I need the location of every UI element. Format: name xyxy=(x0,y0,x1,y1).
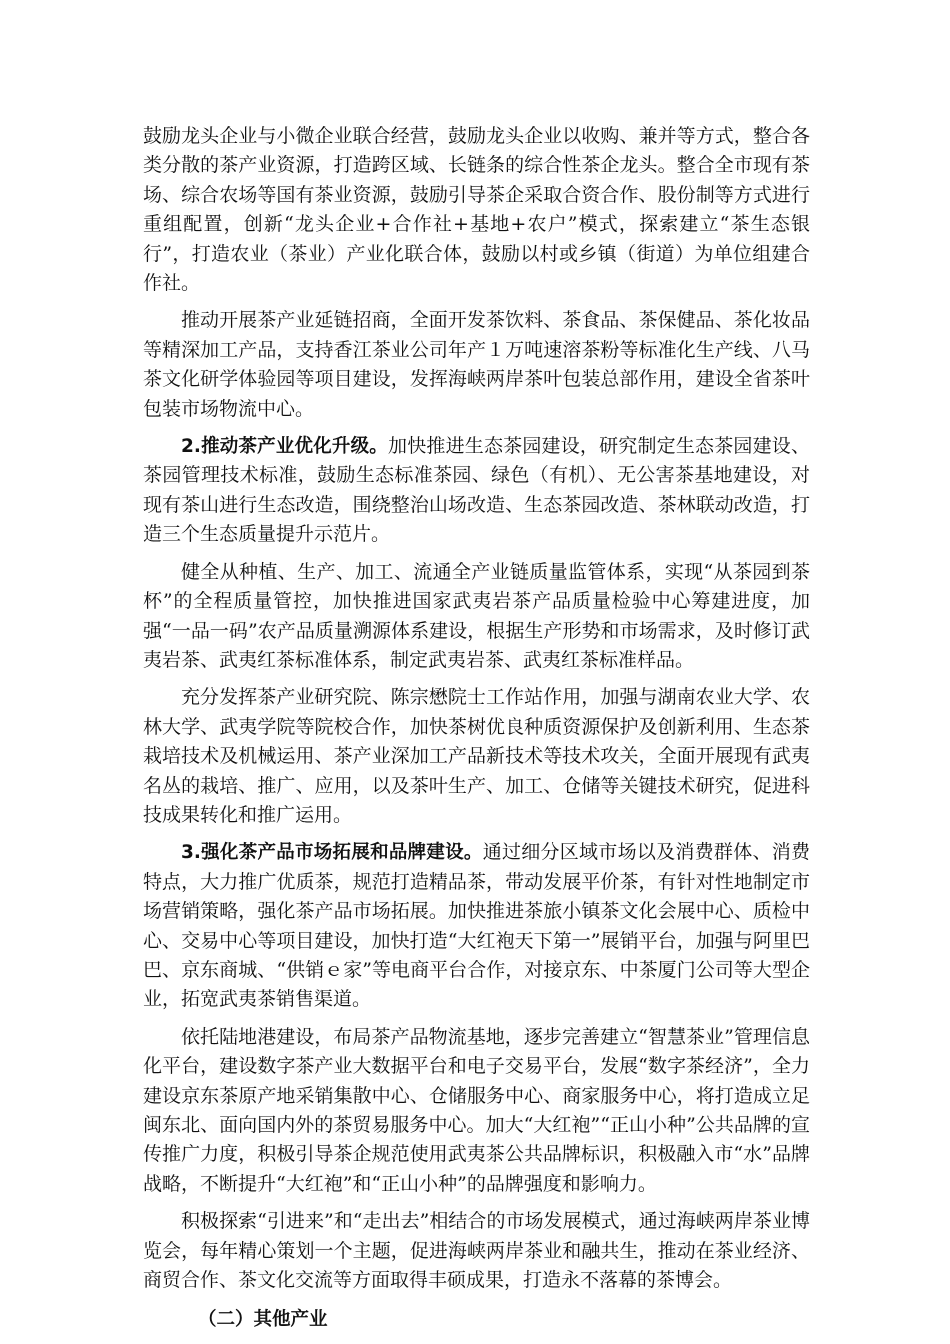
paragraph-8-text: 积极探索“引进来”和“走出去”相结合的市场发展模式，通过海峡两岸茶业博览会，每年精心策划一个主题，促进海峡两岸茶业和融共生，推动在茶业经济、商贸合作、茶文化交流等方面取得丰硕成果，打造永不落幕的茶博会。 xyxy=(143,1210,810,1292)
paragraph-7 xyxy=(143,1023,810,1199)
paragraph-4 xyxy=(143,558,810,676)
paragraph-7-text: 依托陆地港建设，布局茶产品物流基地，逐步完善建立“智慧茶业”管理信息化平台，建设数字茶产业大数据平台和电子交易平台，发展“数字茶经济”，全力建设京东茶原产地采销集散中心、仓储服务中心、商家服务中心，将打造成立足闽东北、面向国内外的茶贸易服务中心。加大“大红袍”“正山小种”公共品牌的宣传推广力度，积极引导茶企规范使用武夷茶公共品牌标识，积极融入市“水”品牌战略，不断提升“大红袍”和“正山小种”的品牌强度和影响力。 xyxy=(143,1025,810,1195)
section-heading: （二）其他产业 xyxy=(198,1309,328,1331)
paragraph-5-text: 充分发挥茶产业研究院、陈宗懋院士工作站作用，加强与湖南农业大学、农林大学、武夷学院等院校合作，加快茶树优良种质资源保护及创新利用、生态茶栽培技术及机械运用、茶产业深加工产品新技术等技术攻关，全面开展现有武夷名丛的栽培、推广、应用，以及茶叶生产、加工、仓储等关键技术研究，促进科技成果转化和推广运用。 xyxy=(143,686,810,826)
paragraph-8 xyxy=(143,1207,810,1295)
paragraph-3-heading: 2.推动茶产业优化升级。 xyxy=(181,436,388,458)
paragraph-3-text: 加快推进生态茶园建设，研究制定生态茶园建设、茶园管理技术标准，鼓励生态标准茶园、绿色（有机）、无公害茶基地建设，对现有茶山进行生态改造，围绕整治山场改造、生态茶园改造、茶林联动改造，打造三个生态质量提升示范片。 xyxy=(143,435,810,546)
paragraph-2-text: 推动开展茶产业延链招商，全面开发茶饮料、茶食品、茶保健品、茶化妆品等精深加工产品，支持香江茶业公司年产１万吨速溶茶粉等标准化生产线、八马茶文化研学体验园等项目建设，发挥海峡两岸茶叶包装总部作用，建设全省茶叶包装市场物流中心。 xyxy=(143,309,810,420)
paragraph-1 xyxy=(143,122,810,298)
paragraph-2 xyxy=(143,306,810,424)
paragraph-4-text: 健全从种植、生产、加工、流通全产业链质量监管体系，实现“从茶园到茶杯”的全程质量管控，加快推进国家武夷岩茶产品质量检验中心筹建进度，加强“一品一码”农产品质量溯源体系建设，根据生产形势和市场需求，及时修订武夷岩茶、武夷红茶标准体系，制定武夷岩茶、武夷红茶标准样品。 xyxy=(143,560,810,671)
paragraph-3 xyxy=(143,432,810,550)
paragraph-6-heading: 3.强化茶产品市场拓展和品牌建设。 xyxy=(181,842,483,864)
paragraph-5 xyxy=(143,683,810,830)
paragraph-6 xyxy=(143,838,810,1014)
document-page xyxy=(143,122,810,1335)
paragraph-6-text: 通过细分区域市场以及消费群体、消费特点，大力推广优质茶，规范打造精品茶，带动发展平价茶，有针对性地制定市场营销策略，强化茶产品市场拓展。加快推进茶旅小镇茶文化会展中心、质检中心、交易中心等项目建设，加快打造“大红袍天下第一”展销平台，加强与阿里巴巴、京东商城、“供销ｅ家”等电商平台合作，对接京东、中茶厦门公司等大型企业，拓宽武夷茶销售渠道。 xyxy=(143,841,810,1011)
paragraph-1-text: 鼓励龙头企业与小微企业联合经营，鼓励龙头企业以收购、兼并等方式，整合各类分散的茶产业资源，打造跨区域、长链条的综合性茶企龙头。整合全市现有茶场、综合农场等国有茶业资源，鼓励引导茶企采取合资合作、股份制等方式进行重组配置，创新“龙头企业+合作社+基地+农户”模式，探索建立“茶生态银行”，打造农业（茶业）产业化联合体，鼓励以村或乡镇（街道）为单位组建合作社。 xyxy=(143,125,810,295)
